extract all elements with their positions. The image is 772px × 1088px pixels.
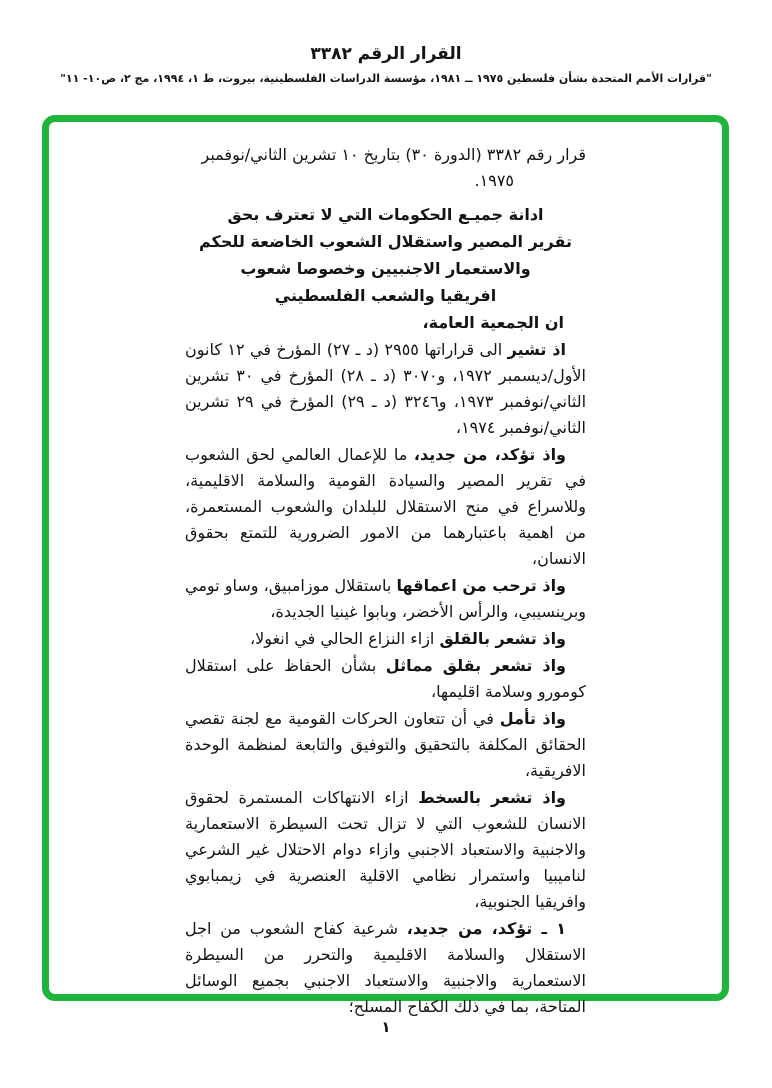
preamble-paragraph [185, 626, 586, 652]
paragraph-text: بشأن الحفاظ على استقلال كومورو وسلامة اقليمها، [185, 656, 586, 701]
lead-phrase: اذ تشير [507, 340, 567, 359]
lead-phrase: واذ تشعر بالسخط [418, 788, 566, 807]
assembly-intro: ان الجمعية العامة، [422, 313, 564, 332]
heading-line-1: ادانة جميـع الحكومات التي لا تعترف بحق [227, 205, 544, 224]
green-border-box [42, 115, 729, 1016]
lead-phrase: واذ تؤكد، من جديد، [413, 445, 567, 464]
document-header [0, 44, 772, 85]
paragraph-text: ازاء النزاع الحالي في انغولا، [250, 629, 440, 648]
operative-paragraph-1 [185, 916, 586, 1020]
resolution-body [49, 122, 722, 1016]
paragraph-text: ازاء الانتهاكات المستمرة لحقوق الانسان للشعوب التي لا تزال تحت السيطرة الاستعمارية والاجنبية والاستعباد الاجنبي وازاء دوام الاحتلال غير الشرعي لناميبيا واستمرار نظامي الاقلية العنصرية في زيمبابوي وافريقيا الجنوبية، [185, 788, 586, 911]
paragraph-text: باستقلال موزامبيق، وساو تومي وبرينسيبي، والرأس الأخضر، وبابوا غينيا الجديدة، [185, 576, 586, 621]
resolution-heading [185, 201, 586, 309]
resolution-number-title: القرار الرقم ٣٣٨٢ [310, 44, 462, 64]
preamble-paragraph [185, 653, 586, 705]
lead-phrase: واذ ترحب من اعماقها [396, 576, 566, 595]
lead-phrase: واذ تشعر بقلق مماثل [385, 656, 566, 675]
heading-line-4: افريقيا والشعب الفلسطيني [274, 286, 497, 305]
heading-line-2: تقرير المصير واستقلال الشعوب الخاضعة للحكم [198, 232, 573, 251]
preamble-paragraph [185, 573, 586, 625]
source-citation-line: "قرارات الأمم المتحدة بشأن فلسطين ١٩٧٥ ــ ١٩٨١، مؤسسة الدراسات الفلسطينية، بيروت، ط ١، ١٩٩٤، مج ٢، ص١٠- ١١" [60, 72, 712, 85]
opening-date-line: ١٩٧٥. [474, 171, 514, 190]
paragraph-text: الى قراراتها ٢٩٥٥ (د ـ ٢٧) المؤرخ في ١٢ كانون الأول/ديسمبر ١٩٧٢، و٣٠٧٠ (د ـ ٢٨) المؤرخ في ٣٠ تشرين الثاني/نوفمبر ١٩٧٣، و٣٢٤٦ (د ـ ٢٩) المؤرخ في ٢٩ تشرين الثاني/نوفمبر ١٩٧٤، [185, 340, 587, 437]
preamble-paragraph [185, 785, 586, 915]
preamble-paragraph [185, 337, 586, 441]
lead-phrase: ١ ـ تؤكد، من جديد، [406, 919, 567, 938]
lead-phrase: واذ تأمل [499, 709, 566, 728]
paragraph-text: في أن تتعاون الحركات القومية مع لجنة تقصي الحقائق المكلفة بالتحقيق والتوفيق والتابعة لمنظمة الوحدة الافريقية، [185, 709, 586, 780]
preamble-paragraph [185, 706, 586, 784]
paragraph-text: ما للإعمال العالمي لحق الشعوب في تقرير المصير والسيادة القومية والسلامة الاقليمية، وللاسراع في منح الاستقلال للبلدان والشعوب المستعمرة، من اهمية باعتبارهما من الامور الضرورية للتمتع بحقوق الانسان، [185, 445, 586, 568]
heading-line-3: والاستعمار الاجنبيين وخصوصا شعوب [240, 259, 531, 278]
lead-phrase: واذ تشعر بالقلق [439, 629, 566, 648]
opening-paragraph [185, 142, 586, 194]
paragraph-text: شرعية كفاح الشعوب من اجل الاستقلال والسلامة الاقليمية والتحرر من السيطرة الاستعمارية والاجنبية والاستعباد الاجنبي بجميع الوسائل المتاحة، بما في ذلك الكفاح المسلح؛ [185, 919, 586, 1016]
page-number: ١ [381, 1018, 391, 1036]
preamble-paragraph [185, 442, 586, 572]
opening-line: قرار رقم ٣٣٨٢ (الدورة ٣٠) بتاريخ ١٠ تشرين الثاني/نوفمبر [201, 145, 586, 164]
